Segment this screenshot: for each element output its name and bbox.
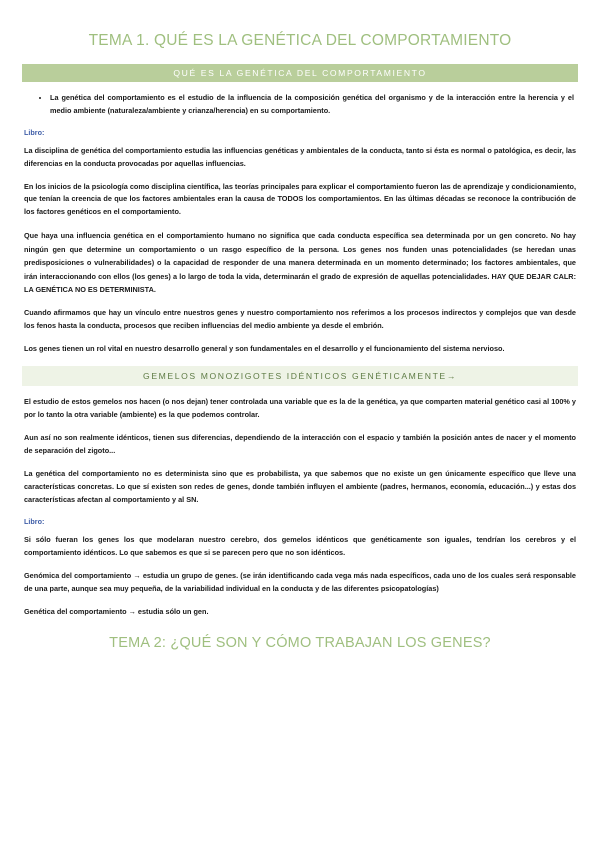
- page-title: TEMA 1. QUÉ ES LA GENÉTICA DEL COMPORTAMIENTO: [88, 32, 512, 49]
- paragraph: Si sólo fueran los genes los que modelaran nuestro cerebro, dos gemelos idénticos que genéticamente son iguales, tendrían los cerebros y el comportamiento idénticos. Lo que sabemos es que si se parecen pero que no son idénticos.: [24, 534, 576, 557]
- paragraph: La disciplina de genética del comportamiento estudia las influencias genéticas y ambientales de la conducta, tanto si ésta es normal o patológica, es decir, las diferencias en la conducta provocadas por aquellas influencias.: [24, 145, 576, 168]
- paragraph: Cuando afirmamos que hay un vínculo entre nuestros genes y nuestro comportamiento nos referimos a los procesos indirectos y complejos que van desde los fenos hasta la conducta, procesos que reciben influencias del medio ambiente ya desde el embrión.: [24, 307, 576, 330]
- paragraph: Genética del comportamiento → estudia sólo un gen.: [24, 606, 209, 616]
- label-libro-2: Libro:: [24, 516, 45, 526]
- section-heading-2: GEMELOS MONOZIGOTES IDÉNTICOS GENÉTICAMENTE→: [22, 366, 578, 386]
- section-1-bullet-list: [22, 92, 578, 118]
- paragraph: El estudio de estos gemelos nos hacen (o nos dejan) tener controlada una variable que es la de la genética, ya que comparten material genético casi al 100% y por lo tanto la otra variable (ambiente) es la que podemos controlar.: [24, 396, 576, 419]
- paragraph: Genómica del comportamiento → estudia un grupo de genes. (se irán identificando cada vega más nada específicos, cada uno de los cuales será responsable de una parte, aunque sea muy pequeña, de la variabilidad individual en la conducta y de las diferentes psicopatologías): [24, 570, 576, 593]
- list-item: • La genética del comportamiento es el estudio de la influencia de la composición genética del organismo y de la interacción entre la herencia y el medio ambiente (naturaleza/ambiente y crianza/herencia) en su comportamiento.: [50, 92, 578, 118]
- paragraph: Que haya una influencia genética en el comportamiento humano no significa que cada conducta específica sea determinada por un gen concreto. No hay ningún gen que determine un comportamiento o un rasgo específico de la persona. Los genes nos funden unas potencialidades (se heredan unas predisposiciones o vulnerabilidades) o la capacidad de responder de una manera determinada en un momento determinado; los factores ambientales, que irán interaccionando con ellos (los genes) a lo largo de toda la vida, determinarán el grado de expresión de aquellas potencialidades. HAY QUE DEJAR CALR: LA GENÉTICA NO ES DETERMINISTA.: [24, 231, 576, 295]
- paragraph: En los inicios de la psicología como disciplina científica, las teorías principales para explicar el comportamiento fueron las de aprendizaje y condicionamiento, que tenían la creencia de que los factores ambientales eran la causa de TODOS los comportamientos. En las últimas décadas se reconoce la contribución de los factores genéticos en el comportamiento.: [24, 181, 576, 217]
- label-libro-1: Libro:: [24, 127, 45, 137]
- paragraph: Aun así no son realmente idénticos, tienen sus diferencias, dependiendo de la interacción con el espacio y también la posición antes de nacer y el momento de separación del zigoto...: [24, 432, 576, 455]
- next-topic-title: TEMA 2: ¿QUÉ SON Y CÓMO TRABAJAN LOS GENES?: [109, 634, 491, 651]
- section-heading-1: QUÉ ES LA GENÉTICA DEL COMPORTAMIENTO: [22, 64, 578, 82]
- paragraph: La genética del comportamiento no es determinista sino que es probabilista, ya que sabemos que no existe un gen únicamente específico que lleve una características concretas. Lo que sí existen son redes de genes, donde también influyen el ambiente (padres, hermanos, economía, educación...) y estas dos características afectan al comportamiento y al SN.: [24, 468, 576, 504]
- paragraph: Los genes tienen un rol vital en nuestro desarrollo general y son fundamentales en el desarrollo y el funcionamiento del sistema nervioso.: [24, 343, 505, 353]
